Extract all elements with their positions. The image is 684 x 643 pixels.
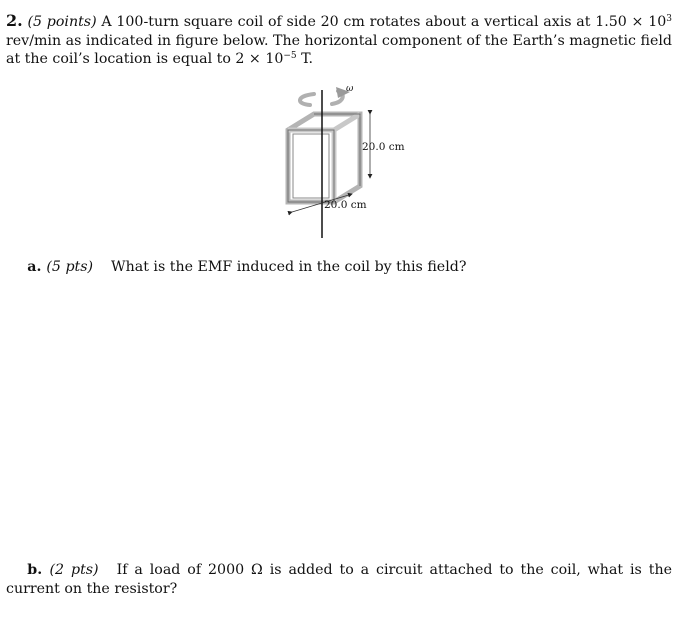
- omega-label: ω: [346, 84, 354, 94]
- part-b-label: b. (2 pts): [27, 562, 99, 578]
- width-label: 20.0 cm: [324, 199, 367, 211]
- part-a-question: What is the EMF induced in the coil by this field?: [111, 259, 467, 275]
- problem-points: (5 points): [27, 14, 97, 30]
- part-a-label: a. (5 pts): [27, 259, 94, 275]
- problem-text-1: A 100-turn square coil of side 20 cm rotates about a vertical axis at 1.50 × 10: [101, 14, 667, 30]
- field-exponent: −5: [283, 51, 297, 61]
- problem-number: 2.: [6, 11, 23, 30]
- part-a: [6, 258, 672, 277]
- part-b-question: If a load of 2000 Ω is added to a circuit attached to the coil, what is the current on the resistor?: [6, 562, 672, 597]
- rate-exponent: 3: [666, 14, 672, 24]
- part-b: [6, 561, 672, 598]
- problem-text-2: rev/min as indicated in figure below. The horizontal component of the Earth’s magnetic field at the coil’s location is equal to 2 × 10: [6, 32, 672, 67]
- height-label: 20.0 cm: [362, 141, 405, 153]
- part-b-points: (2 pts): [49, 562, 99, 578]
- coil-figure: [284, 82, 414, 242]
- part-a-points: (5 pts): [46, 259, 94, 275]
- problem-statement: [6, 12, 672, 69]
- square-coil: [288, 114, 360, 202]
- problem-text-3: T.: [296, 51, 314, 67]
